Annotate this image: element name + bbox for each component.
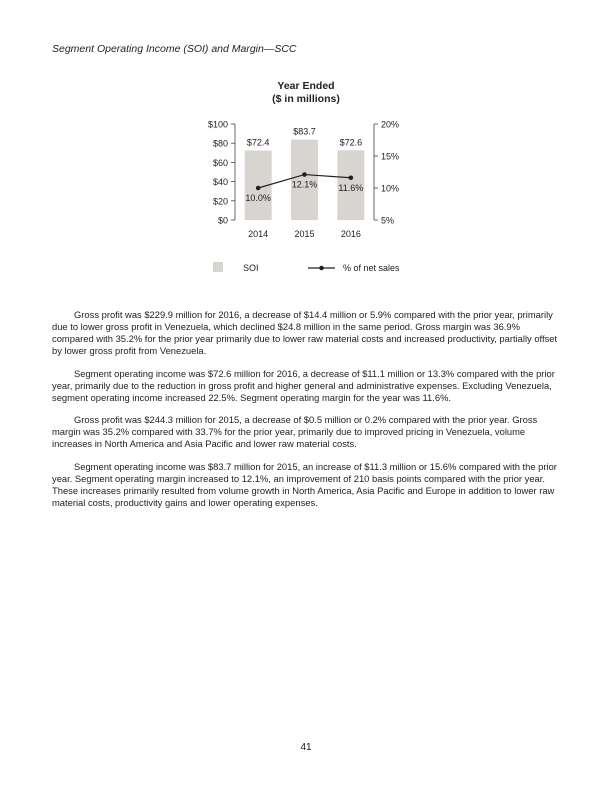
right-axis-tick-label: 20%: [381, 119, 400, 130]
category-label: 2014: [248, 229, 269, 239]
right-axis-tick-label: 15%: [381, 151, 400, 162]
legend-margin-label: % of net sales: [343, 263, 400, 273]
page-number: 41: [300, 742, 312, 753]
legend-soi-swatch: [213, 262, 223, 272]
left-axis-tick-label: $40: [212, 177, 228, 188]
margin-point-label: 12.1%: [291, 179, 318, 190]
chart-title-line-1: Year Ended: [277, 80, 335, 92]
left-axis-tick-label: $100: [207, 119, 228, 130]
body-text: [52, 309, 560, 519]
margin-point-label: 10.0%: [245, 193, 271, 203]
paragraph-2: Segment operating income was $72.6 million for 2016, a decrease of $11.1 million or 13.3% compared with the prior year, primarily due to the reduction in gross profit and higher general and administrative expenses. Excluding Venezuela, segment operating income increased 22.5%. Segment operating margin for the year was 11.6%.: [52, 367, 555, 403]
section-title: Segment Operating Income (SOI) and Margin—SCC: [52, 43, 297, 55]
margin-point: [349, 175, 354, 180]
left-axis-tick-label: $20: [212, 196, 228, 207]
margin-point: [302, 172, 307, 177]
soi-bar-label: $83.7: [293, 126, 316, 137]
margin-point-label: 11.6%: [338, 182, 364, 193]
legend-soi-label: SOI: [243, 263, 259, 273]
category-label: 2015: [294, 229, 315, 239]
soi-bar-label: $72.4: [246, 137, 270, 148]
soi-margin-chart: [0, 0, 612, 300]
paragraph-4: Segment operating income was $83.7 million for 2015, an increase of $11.3 million or 15.6% compared with the prior year. Segment operating margin increased to 12.1%, an improvement of 210 basis points compared with the prior year. These increases primarily resulted from volume growth in North America, Asia Pacific and Europe in addition to lower raw material costs, productivity gains and lower operating expenses.: [52, 460, 557, 508]
category-label: 2016: [340, 229, 361, 239]
left-axis-tick-label: $60: [212, 157, 228, 168]
paragraph-3: Gross profit was $244.3 million for 2015, a decrease of $0.5 million or 0.2% compared with the prior year. Gross margin was 35.2% compared with 33.7% for the prior year, primarily due to improved pricing in Venezuela, volume increases in North America and Asia Pacific and lower raw material costs.: [52, 414, 538, 450]
legend-margin-marker: [319, 266, 324, 271]
soi-bar-label: $72.6: [339, 137, 363, 148]
left-axis-tick-label: $0: [217, 215, 228, 226]
left-axis-tick-label: $80: [212, 138, 228, 149]
margin-point: [256, 186, 261, 191]
chart-title-line-2: ($ in millions): [272, 93, 340, 105]
right-axis-tick-label: 10%: [381, 183, 400, 194]
paragraph-1: Gross profit was $229.9 million for 2016, a decrease of $14.4 million or 5.9% compared with the prior year, primarily due to lower gross profit in Venezuela, which declined $24.8 million in the same period. Gross margin was 36.9% compared with 35.2% for the prior year primarily due to lower raw material costs and increased productivity, partially offset by lower gross profit from Venezuela.: [52, 309, 558, 357]
right-axis-tick-label: 5%: [381, 215, 395, 226]
